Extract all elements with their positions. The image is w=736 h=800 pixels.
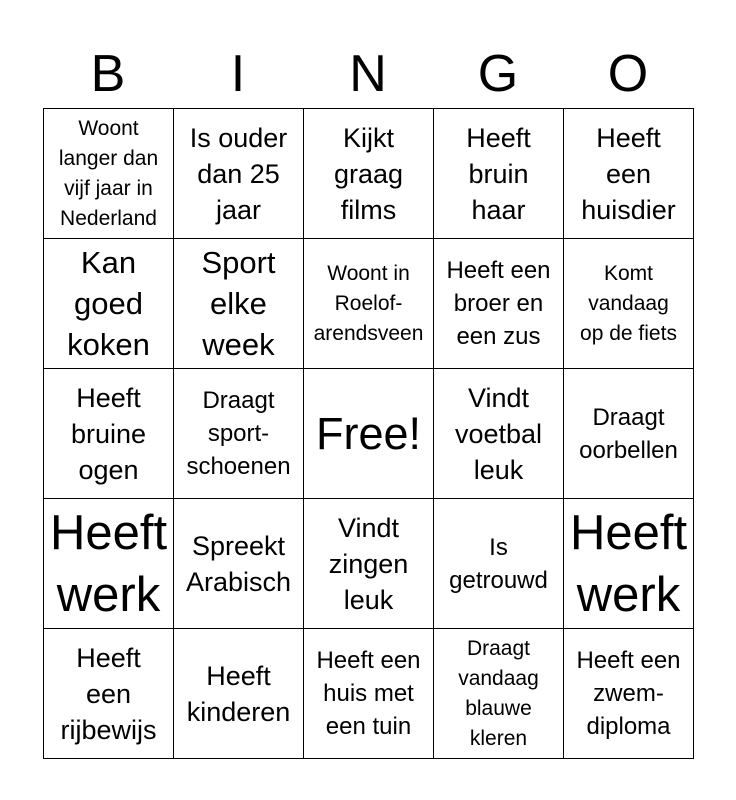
cell-text: Heeft een rijbewijs xyxy=(60,642,157,745)
header-letter-b: B xyxy=(90,45,126,103)
bingo-cell[interactable] xyxy=(304,629,434,759)
cell-text: Draagt oorbellen xyxy=(579,403,678,464)
bingo-cell[interactable] xyxy=(44,629,174,759)
bingo-cell[interactable] xyxy=(174,239,304,369)
bingo-header xyxy=(43,40,693,108)
free-space-text: Free! xyxy=(315,407,422,459)
cell-text: Heeft werk xyxy=(569,505,688,622)
bingo-cell[interactable] xyxy=(174,369,304,499)
cell-text: Heeft een huis met een tuin xyxy=(316,647,421,740)
cell-text: Heeft een huisdier xyxy=(581,122,676,225)
header-letter-i: I xyxy=(230,45,246,103)
cell-text: Kijkt graag films xyxy=(333,122,404,225)
bingo-cell[interactable] xyxy=(564,369,694,499)
cell-text: Woont in Roelof- arendsveen xyxy=(313,261,424,345)
cell-text: Heeft bruine ogen xyxy=(70,382,147,485)
bingo-cell[interactable] xyxy=(304,499,434,629)
bingo-cell[interactable] xyxy=(434,109,564,239)
bingo-cell[interactable] xyxy=(44,369,174,499)
cell-text: Heeft een zwem- diploma xyxy=(576,647,681,740)
bingo-cell[interactable] xyxy=(434,499,564,629)
bingo-cell[interactable] xyxy=(44,499,174,629)
cell-text: Heeft een broer en een zus xyxy=(446,257,551,350)
bingo-cell[interactable] xyxy=(434,239,564,369)
cell-text: Kan goed koken xyxy=(67,245,150,362)
bingo-cell[interactable] xyxy=(564,109,694,239)
cell-text: Komt vandaag op de fiets xyxy=(580,261,677,345)
cell-text: Vindt zingen leuk xyxy=(328,512,409,615)
bingo-cell[interactable] xyxy=(564,629,694,759)
cell-text: Sport elke week xyxy=(201,245,276,362)
bingo-board xyxy=(43,108,694,759)
cell-text: Draagt vandaag blauwe kleren xyxy=(458,636,539,750)
header-letter-n: N xyxy=(349,45,387,103)
cell-text: Draagt sport- schoenen xyxy=(186,387,291,480)
cell-text: Heeft werk xyxy=(49,505,168,622)
bingo-cell[interactable] xyxy=(434,369,564,499)
bingo-cell[interactable] xyxy=(174,629,304,759)
bingo-cell[interactable] xyxy=(564,499,694,629)
bingo-cell[interactable] xyxy=(434,629,564,759)
free-space[interactable] xyxy=(304,369,434,499)
bingo-cell[interactable] xyxy=(174,109,304,239)
cell-text: Vindt voetbal leuk xyxy=(454,382,543,485)
bingo-cell[interactable] xyxy=(44,109,174,239)
cell-text: Heeft kinderen xyxy=(186,660,291,727)
header-letter-o: O xyxy=(607,45,649,103)
bingo-cell[interactable] xyxy=(304,239,434,369)
bingo-cell[interactable] xyxy=(174,499,304,629)
cell-text: Spreekt Arabisch xyxy=(185,530,292,597)
bingo-cell[interactable] xyxy=(304,109,434,239)
bingo-cell[interactable] xyxy=(564,239,694,369)
bingo-cell[interactable] xyxy=(44,239,174,369)
cell-text: Heeft bruin haar xyxy=(466,122,531,225)
cell-text: Woont langer dan vijf jaar in Nederland xyxy=(58,116,159,230)
cell-text: Is ouder dan 25 jaar xyxy=(189,122,288,225)
cell-text: Is getrouwd xyxy=(449,533,548,594)
header-letter-g: G xyxy=(477,45,519,103)
